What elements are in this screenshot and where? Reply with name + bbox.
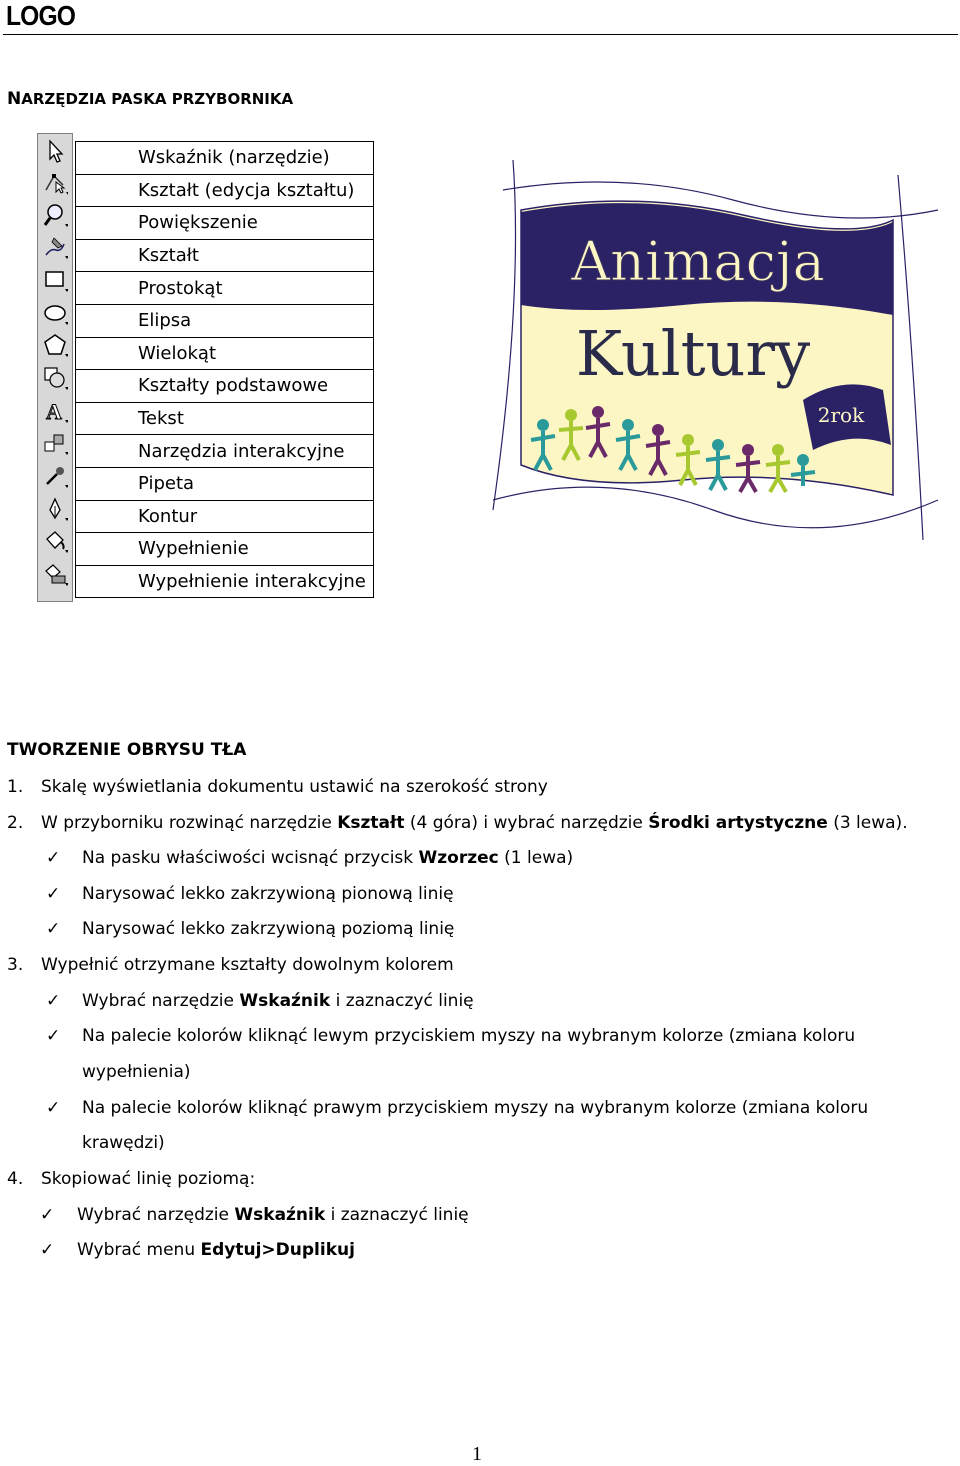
step-text: Skalę wyświetlania dokumentu ustawić na szerokość strony bbox=[41, 777, 548, 797]
tool-label: Kształt (edycja kształtu) bbox=[76, 174, 374, 207]
tool-label: Narzędzia interakcyjne bbox=[76, 435, 374, 468]
table-row bbox=[76, 142, 374, 175]
header-rule bbox=[3, 34, 958, 35]
table-row bbox=[76, 533, 374, 566]
list-item: Na palecie kolorów kliknąć prawym przyciskiem myszy na wybranym kolorze (zmiana koloru bbox=[82, 1098, 869, 1118]
checkmark-icon: ✓ bbox=[40, 1240, 55, 1260]
list-item-bold: Wskaźnik bbox=[239, 991, 331, 1011]
list-item-bold: Wskaźnik bbox=[234, 1205, 326, 1225]
checkmark-icon: ✓ bbox=[46, 919, 61, 939]
logo: LOGO bbox=[6, 0, 76, 31]
table-row bbox=[76, 565, 374, 598]
animacja-kultury-banner bbox=[483, 150, 943, 550]
table-row bbox=[76, 207, 374, 240]
checkmark-icon: ✓ bbox=[46, 848, 61, 868]
step-number: 2. bbox=[7, 813, 24, 833]
list-item-text: Wybrać narzędzie bbox=[77, 1205, 235, 1225]
step-2 bbox=[7, 813, 908, 833]
banner-title-line1: Animacja bbox=[571, 230, 825, 293]
list-item bbox=[82, 991, 474, 1011]
list-item-continuation: wypełnienia) bbox=[82, 1062, 191, 1082]
zoom-icon bbox=[42, 202, 68, 228]
table-row bbox=[76, 467, 374, 500]
fill-bucket-icon bbox=[42, 528, 68, 554]
table-row bbox=[76, 174, 374, 207]
list-item-text: Na pasku właściwości wcisnąć przycisk bbox=[82, 848, 419, 868]
step-text-bold: Kształt bbox=[337, 813, 405, 833]
table-row bbox=[76, 500, 374, 533]
banner-title-line2: Kultury bbox=[575, 317, 811, 390]
step-4 bbox=[7, 1169, 255, 1189]
toolbox-table bbox=[75, 141, 374, 598]
tool-label: Wskaźnik (narzędzie) bbox=[76, 142, 374, 175]
table-row bbox=[76, 304, 374, 337]
tool-label: Powiększenie bbox=[76, 207, 374, 240]
list-item-text: Wybrać narzędzie bbox=[82, 991, 240, 1011]
outline-pen-icon bbox=[42, 496, 68, 522]
checkmark-icon: ✓ bbox=[40, 1205, 55, 1225]
interactive-fill-icon bbox=[42, 561, 68, 587]
checkmark-icon: ✓ bbox=[46, 991, 61, 1011]
tool-label: Elipsa bbox=[76, 304, 374, 337]
step-text: (4 góra) i wybrać narzędzie bbox=[404, 813, 649, 833]
toolbox-section-title bbox=[7, 89, 293, 109]
list-item: Na palecie kolorów kliknąć lewym przyciskiem myszy na wybranym kolorze (zmiana koloru bbox=[82, 1026, 856, 1046]
step-text: (3 lewa). bbox=[827, 813, 908, 833]
table-row bbox=[76, 239, 374, 272]
step-text: Wypełnić otrzymane kształty dowolnym kolorem bbox=[41, 955, 454, 975]
step-3 bbox=[7, 955, 454, 975]
instructions-title: TWORZENIE OBRYSU TŁA bbox=[7, 740, 247, 760]
table-row bbox=[76, 370, 374, 403]
pointer-icon bbox=[42, 138, 68, 164]
step-number: 3. bbox=[7, 955, 24, 975]
interactive-tools-icon bbox=[42, 430, 68, 456]
eyedropper-icon bbox=[42, 463, 68, 489]
ellipse-icon bbox=[42, 300, 68, 326]
list-item-text: i zaznaczyć linię bbox=[330, 991, 474, 1011]
list-item bbox=[82, 848, 573, 868]
step-text: W przyborniku rozwinąć narzędzie bbox=[41, 813, 338, 833]
tool-label: Tekst bbox=[76, 402, 374, 435]
step-text-bold: Środki artystyczne bbox=[648, 813, 828, 833]
tool-label: Wielokąt bbox=[76, 337, 374, 370]
basic-shapes-icon bbox=[42, 365, 68, 391]
step-number: 1. bbox=[7, 777, 24, 797]
toolbox-strip bbox=[37, 133, 73, 602]
tool-label: Pipeta bbox=[76, 467, 374, 500]
list-item-text: (1 lewa) bbox=[498, 848, 574, 868]
tool-label: Kształty podstawowe bbox=[76, 370, 374, 403]
page-number: 1 bbox=[472, 1443, 482, 1465]
list-item bbox=[77, 1240, 355, 1260]
table-row bbox=[76, 435, 374, 468]
list-item-continuation: krawędzi) bbox=[82, 1133, 165, 1153]
step-text: Skopiować linię poziomą: bbox=[41, 1169, 256, 1189]
list-item-text: i zaznaczyć linię bbox=[325, 1205, 469, 1225]
list-item-text: Wybrać menu bbox=[77, 1240, 201, 1260]
table-row bbox=[76, 272, 374, 305]
title-initial: N bbox=[7, 89, 22, 109]
list-item: Narysować lekko zakrzywioną pionową linię bbox=[82, 884, 454, 904]
checkmark-icon: ✓ bbox=[46, 1098, 61, 1118]
banner-badge: 2rok bbox=[817, 403, 865, 427]
checkmark-icon: ✓ bbox=[46, 884, 61, 904]
tool-label: Wypełnienie interakcyjne bbox=[76, 565, 374, 598]
list-item-bold: Edytuj>Duplikuj bbox=[200, 1240, 355, 1260]
table-row bbox=[76, 402, 374, 435]
tool-label: Prostokąt bbox=[76, 272, 374, 305]
list-item bbox=[77, 1205, 469, 1225]
step-number: 4. bbox=[7, 1169, 24, 1189]
rectangle-icon bbox=[42, 267, 68, 293]
text-icon bbox=[42, 398, 68, 424]
svg-text:A: A bbox=[46, 399, 62, 424]
tool-label: Kontur bbox=[76, 500, 374, 533]
polygon-icon bbox=[42, 332, 68, 358]
list-item: Narysować lekko zakrzywioną poziomą linię bbox=[82, 919, 455, 939]
shape-edit-icon bbox=[42, 170, 68, 196]
title-rest: ARZĘDZIA PASKA PRZYBORNIKA bbox=[21, 90, 294, 108]
tool-label: Kształt bbox=[76, 239, 374, 272]
tool-label: Wypełnienie bbox=[76, 533, 374, 566]
freehand-icon bbox=[42, 234, 68, 260]
list-item-bold: Wzorzec bbox=[418, 848, 499, 868]
table-row bbox=[76, 337, 374, 370]
checkmark-icon: ✓ bbox=[46, 1026, 61, 1046]
step-1 bbox=[7, 777, 548, 797]
